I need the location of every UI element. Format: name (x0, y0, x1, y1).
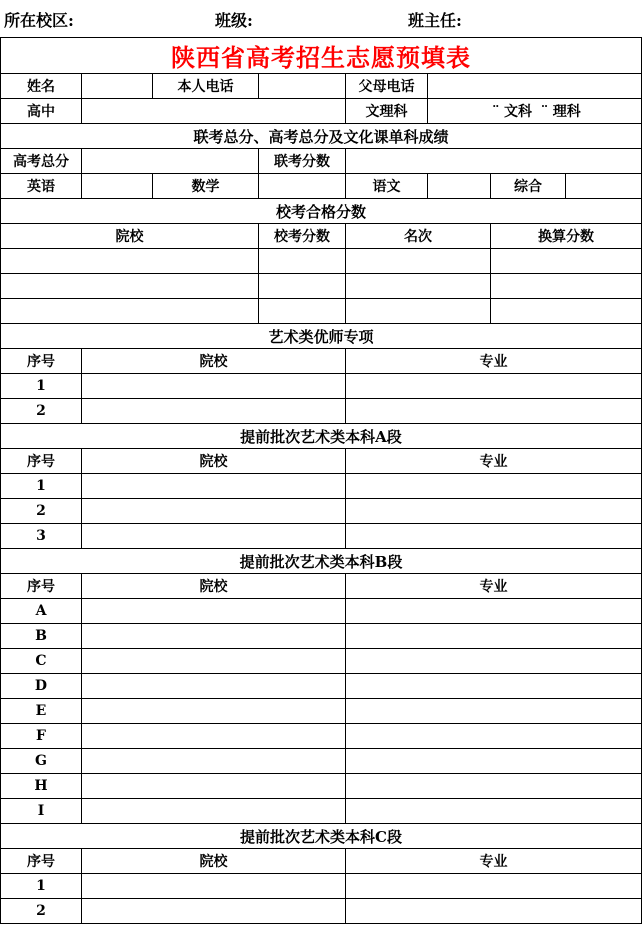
volunteer-row (1, 774, 642, 799)
school-exam-header-rank: 名次 (346, 224, 491, 249)
college-field[interactable] (82, 724, 346, 749)
row-index: B (1, 624, 82, 649)
score-field[interactable] (259, 299, 346, 324)
section-title: 提前批次艺术类本科A段 (1, 424, 642, 449)
section-header-college: 院校 (82, 349, 346, 374)
name-label: 姓名 (1, 74, 82, 99)
row-index: G (1, 749, 82, 774)
section-header-college: 院校 (82, 574, 346, 599)
volunteer-row (1, 374, 642, 399)
college-field[interactable] (82, 774, 346, 799)
english-field[interactable] (82, 174, 153, 199)
school-exam-row (1, 274, 642, 299)
section-header-index: 序号 (1, 574, 82, 599)
gaokao-total-field[interactable] (82, 149, 259, 174)
major-field[interactable] (346, 524, 642, 549)
track-options[interactable] (428, 99, 642, 124)
row-index: A (1, 599, 82, 624)
phone-field[interactable] (259, 74, 346, 99)
converted-score-field[interactable] (491, 274, 642, 299)
row-index: F (1, 724, 82, 749)
major-field[interactable] (346, 374, 642, 399)
section-title: 提前批次艺术类本科C段 (1, 824, 642, 849)
college-field[interactable] (82, 749, 346, 774)
high-school-field[interactable] (82, 99, 346, 124)
volunteer-row (1, 624, 642, 649)
school-exam-row (1, 299, 642, 324)
section-header-major: 专业 (346, 849, 642, 874)
volunteer-row (1, 874, 642, 899)
rank-field[interactable] (346, 274, 491, 299)
college-field[interactable] (82, 899, 346, 924)
chinese-field[interactable] (428, 174, 491, 199)
row-index: 2 (1, 399, 82, 424)
volunteer-row (1, 599, 642, 624)
college-field[interactable] (1, 299, 259, 324)
college-field[interactable] (82, 374, 346, 399)
volunteer-row (1, 674, 642, 699)
rank-field[interactable] (346, 249, 491, 274)
school-exam-header-converted: 换算分数 (491, 224, 642, 249)
college-field[interactable] (82, 499, 346, 524)
header-info-line (0, 0, 642, 38)
score-field[interactable] (259, 249, 346, 274)
volunteer-row (1, 749, 642, 774)
college-field[interactable] (1, 274, 259, 299)
section-title: 提前批次艺术类本科B段 (1, 549, 642, 574)
school-exam-row (1, 249, 642, 274)
converted-score-field[interactable] (491, 249, 642, 274)
section-title: 艺术类优师专项 (1, 324, 642, 349)
college-field[interactable] (1, 249, 259, 274)
section-header-college: 院校 (82, 449, 346, 474)
form-title: 陕西省高考招生志愿预填表 (1, 38, 642, 74)
liankao-score-label: 联考分数 (259, 149, 346, 174)
section-header-college: 院校 (82, 849, 346, 874)
volunteer-row (1, 799, 642, 824)
college-field[interactable] (82, 399, 346, 424)
college-field[interactable] (82, 674, 346, 699)
row-index: I (1, 799, 82, 824)
school-exam-header-score: 校考分数 (259, 224, 346, 249)
high-school-label: 高中 (1, 99, 82, 124)
college-field[interactable] (82, 799, 346, 824)
row-index: 3 (1, 524, 82, 549)
scores-section-title: 联考总分、高考总分及文化课单科成绩 (1, 124, 642, 149)
college-field[interactable] (82, 599, 346, 624)
volunteer-row (1, 899, 642, 924)
major-field[interactable] (346, 699, 642, 724)
row-index: E (1, 699, 82, 724)
major-field[interactable] (346, 799, 642, 824)
section-header-index: 序号 (1, 449, 82, 474)
volunteer-row (1, 649, 642, 674)
row-index: C (1, 649, 82, 674)
liberal-arts-checkbox[interactable]: ¨ 文科 (492, 104, 533, 120)
campus-label: 所在校区: (4, 11, 74, 30)
row-index: H (1, 774, 82, 799)
major-field[interactable] (346, 624, 642, 649)
row-index: 2 (1, 899, 82, 924)
row-index: 1 (1, 874, 82, 899)
row-index: 1 (1, 474, 82, 499)
converted-score-field[interactable] (491, 299, 642, 324)
math-label: 数学 (153, 174, 259, 199)
volunteer-row (1, 399, 642, 424)
parent-phone-field[interactable] (428, 74, 642, 99)
section-header-major: 专业 (346, 349, 642, 374)
college-field[interactable] (82, 624, 346, 649)
volunteer-row (1, 499, 642, 524)
chinese-label: 语文 (346, 174, 428, 199)
class-label: 班级: (215, 11, 253, 30)
major-field[interactable] (346, 499, 642, 524)
major-field[interactable] (346, 874, 642, 899)
volunteer-row (1, 699, 642, 724)
score-field[interactable] (259, 274, 346, 299)
english-label: 英语 (1, 174, 82, 199)
row-index: 1 (1, 374, 82, 399)
liankao-score-field[interactable] (346, 149, 642, 174)
comprehensive-label: 综合 (491, 174, 566, 199)
college-field[interactable] (82, 874, 346, 899)
science-checkbox[interactable]: ¨ 理科 (540, 104, 581, 120)
volunteer-row (1, 724, 642, 749)
college-field[interactable] (82, 649, 346, 674)
comprehensive-field[interactable] (566, 174, 642, 199)
major-field[interactable] (346, 649, 642, 674)
row-index: D (1, 674, 82, 699)
section-header-major: 专业 (346, 449, 642, 474)
school-exam-section-title: 校考合格分数 (1, 199, 642, 224)
phone-label: 本人电话 (153, 74, 259, 99)
rank-field[interactable] (346, 299, 491, 324)
major-field[interactable] (346, 399, 642, 424)
volunteer-row (1, 524, 642, 549)
track-label: 文理科 (346, 99, 428, 124)
college-field[interactable] (82, 474, 346, 499)
major-field[interactable] (346, 749, 642, 774)
math-field[interactable] (259, 174, 346, 199)
major-field[interactable] (346, 599, 642, 624)
major-field[interactable] (346, 474, 642, 499)
major-field[interactable] (346, 774, 642, 799)
section-header-index: 序号 (1, 349, 82, 374)
major-field[interactable] (346, 724, 642, 749)
section-header-major: 专业 (346, 574, 642, 599)
parent-phone-label: 父母电话 (346, 74, 428, 99)
major-field[interactable] (346, 899, 642, 924)
volunteer-row (1, 474, 642, 499)
teacher-label: 班主任: (408, 11, 462, 30)
college-field[interactable] (82, 524, 346, 549)
row-index: 2 (1, 499, 82, 524)
major-field[interactable] (346, 674, 642, 699)
gaokao-total-label: 高考总分 (1, 149, 82, 174)
volunteer-form-table (0, 37, 642, 924)
college-field[interactable] (82, 699, 346, 724)
section-header-index: 序号 (1, 849, 82, 874)
school-exam-header-college: 院校 (1, 224, 259, 249)
name-field[interactable] (82, 74, 153, 99)
